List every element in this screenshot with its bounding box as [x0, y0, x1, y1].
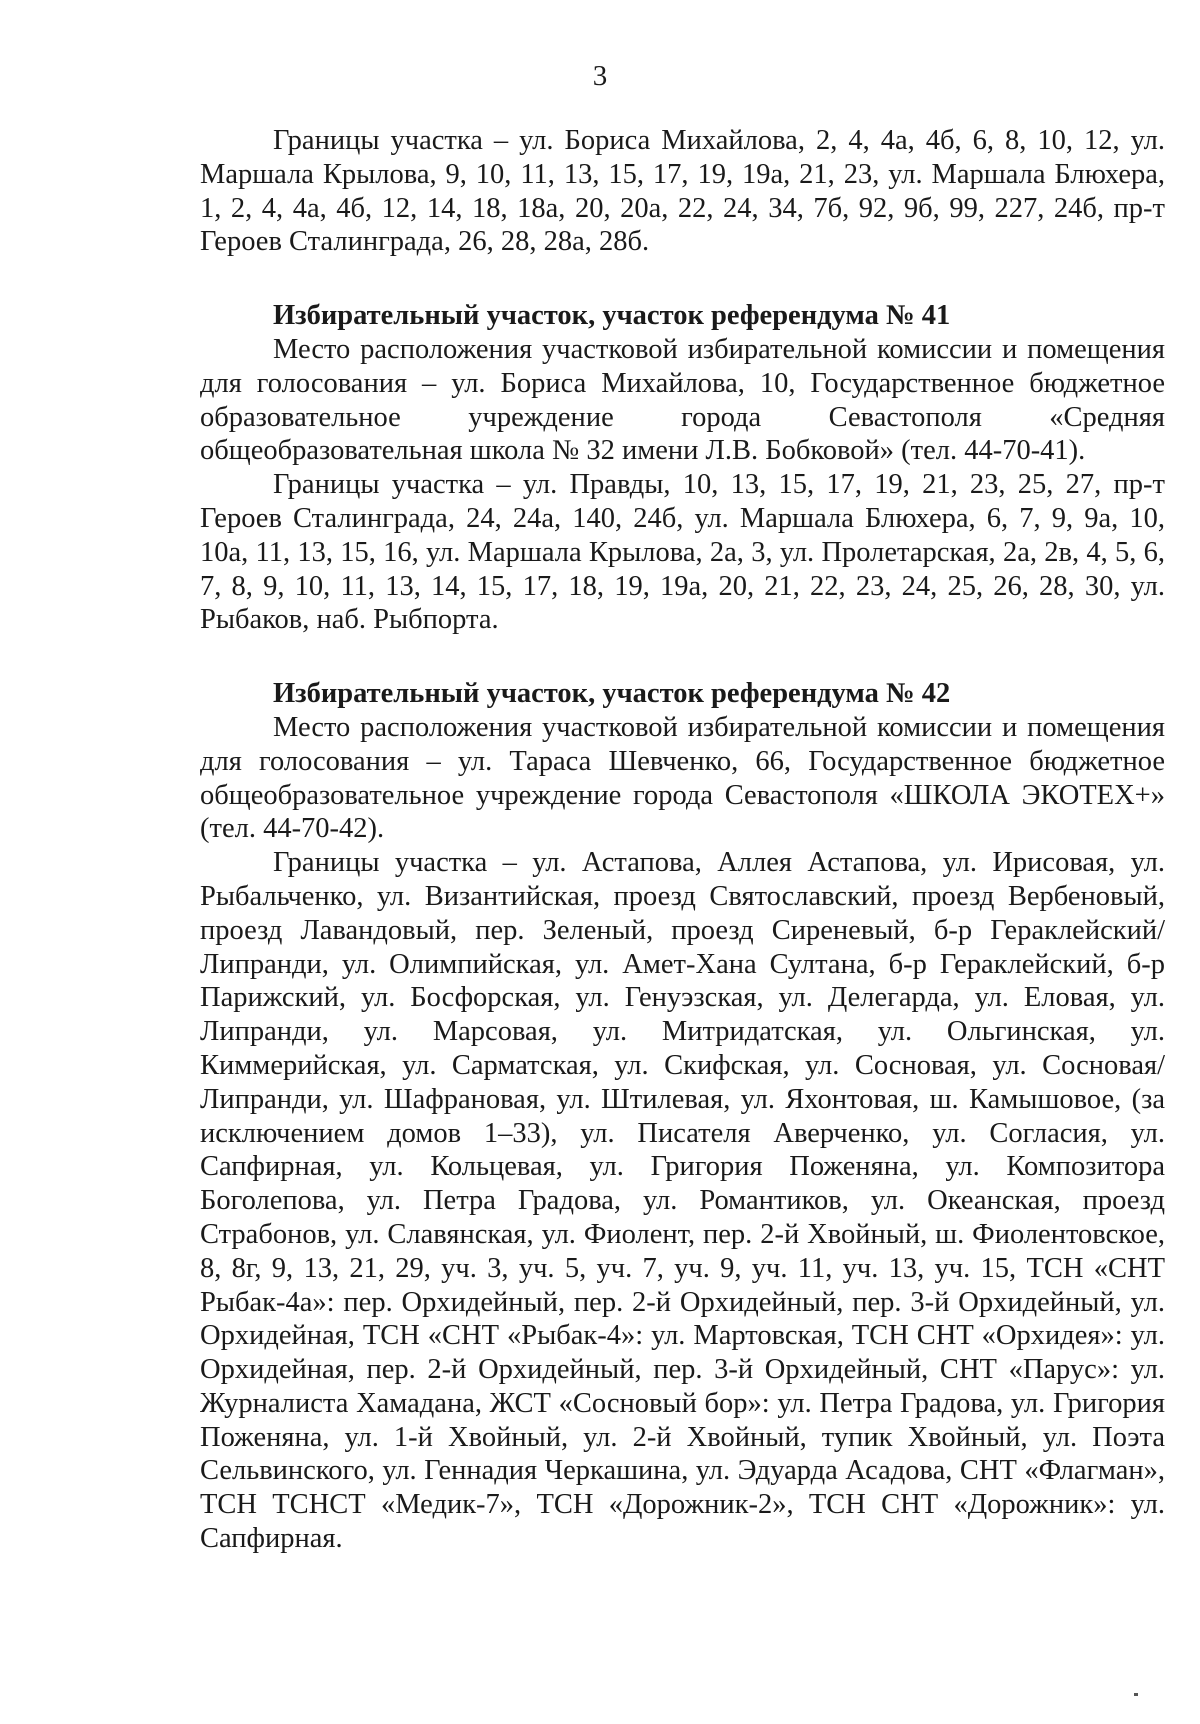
section-heading-41: Избирательный участок, участок референдума № 41 [273, 300, 951, 332]
boundaries-paragraph-41: Границы участка – ул. Правды, 10, 13, 15, 17, 19, 21, 23, 25, 27, пр-т Героев Сталинграда, 24, 24а, 140, 24б, ул. Маршала Блюхера, 6, 7, 9, 9а, 10, 10а, 11, 13, 15, 16, ул. Маршала Крылова, 2а, 3, ул. Пролетарская, 2а, 2в, 4, 5, 6, 7, 8, 9, 10, 11, 13, 14, 15, 17, 18, 19, 19а, 20, 21, 22, 23, 24, 25, 26, 28, 30, ул. Рыбаков, наб. Рыбпорта. [200, 469, 1165, 636]
location-paragraph-42: Место расположения участковой избирательной комиссии и помещения для голосования – ул. Тараса Шевченко, 66, Государственное бюджетное общеобразовательное учреждение города Севастополя «ШКОЛА ЭКОТЕХ+» (тел. 44-70-42). [200, 711, 1165, 845]
location-paragraph-41: Место расположения участковой избирательной комиссии и помещения для голосования – ул. Бориса Михайлова, 10, Государственное бюджетное образовательное учреждение города Севастополя «Средняя общеобразовательная школа № 32 имени Л.В. Бобковой» (тел. 44-70-41). [200, 333, 1165, 467]
document-body [200, 124, 1165, 1556]
section-heading-42: Избирательный участок, участок референдума № 42 [273, 678, 951, 710]
boundaries-paragraph-prev: Границы участка – ул. Бориса Михайлова, 2, 4, 4а, 4б, 6, 8, 10, 12, ул. Маршала Крылова, 9, 10, 11, 13, 15, 17, 19, 19а, 21, 23, ул. Маршала Блюхера, 1, 2, 4, 4а, 4б, 12, 14, 18, 18а, 20, 20а, 22, 24, 34, 7б, 92, 9б, 99, 227, 24б, пр-т Героев Сталинграда, 26, 28, 28а, 28б. [200, 125, 1165, 258]
page-number: 3 [592, 60, 608, 92]
scan-mark [1134, 1693, 1138, 1696]
boundaries-paragraph-42: Границы участка – ул. Астапова, Аллея Астапова, ул. Ирисовая, ул. Рыбальченко, ул. Византийская, проезд Святославский, проезд Вербеновый, проезд Лавандовый, пер. Зеленый, проезд Сиреневый, б-р Гераклейский/Липранди, ул. Олимпийская, ул. Амет-Хана Султана, б-р Гераклейский, б-р Парижский, ул. Босфорская, ул. Генуэзская, ул. Делегарда, ул. Еловая, ул. Липранди, ул. Марсовая, ул. Митридатская, ул. Ольгинская, ул. Киммерийская, ул. Сарматская, ул. Скифская, ул. Сосновая, ул. Сосновая/Липранди, ул. Шафрановая, ул. Штилевая, ул. Яхонтовая, ш. Камышовое, (за исключением домов 1–33), ул. Писателя Аверченко, ул. Согласия, ул. Сапфирная, ул. Кольцевая, ул. Григория Поженяна, ул. Композитора Боголепова, ул. Петра Градова, ул. Романтиков, ул. Океанская, проезд Страбонов, ул. Славянская, ул. Фиолент, пер. 2-й Хвойный, ш. Фиолентовское, 8, 8г, 9, 13, 21, 29, уч. 3, уч. 5, уч. 7, уч. 9, уч. 11, уч. 13, уч. 15, ТСН «СНТ Рыбак-4а»: пер. Орхидейный, пер. 2-й Орхидейный, пер. 3-й Орхидейный, ул. Орхидейная, ТСН «СНТ «Рыбак-4»: ул. Мартовская, ТСН СНТ «Орхидея»: ул. Орхидейная, пер. 2-й Орхидейный, пер. 3-й Орхидейный, СНТ «Парус»: ул. Журналиста Хамадана, ЖСТ «Сосновый бор»: ул. Петра Градова, ул. Григория Поженяна, ул. 1-й Хвойный, ул. 2-й Хвойный, тупик Хвойный, ул. Поэта Сельвинского, ул. Геннадия Черкашина, ул. Эдуарда Асадова, СНТ «Флагман», ТСН ТСНСТ «Медик-7», ТСН «Дорожник-2», ТСН СНТ «Дорожник»: ул. Сапфирная. [200, 847, 1165, 1555]
